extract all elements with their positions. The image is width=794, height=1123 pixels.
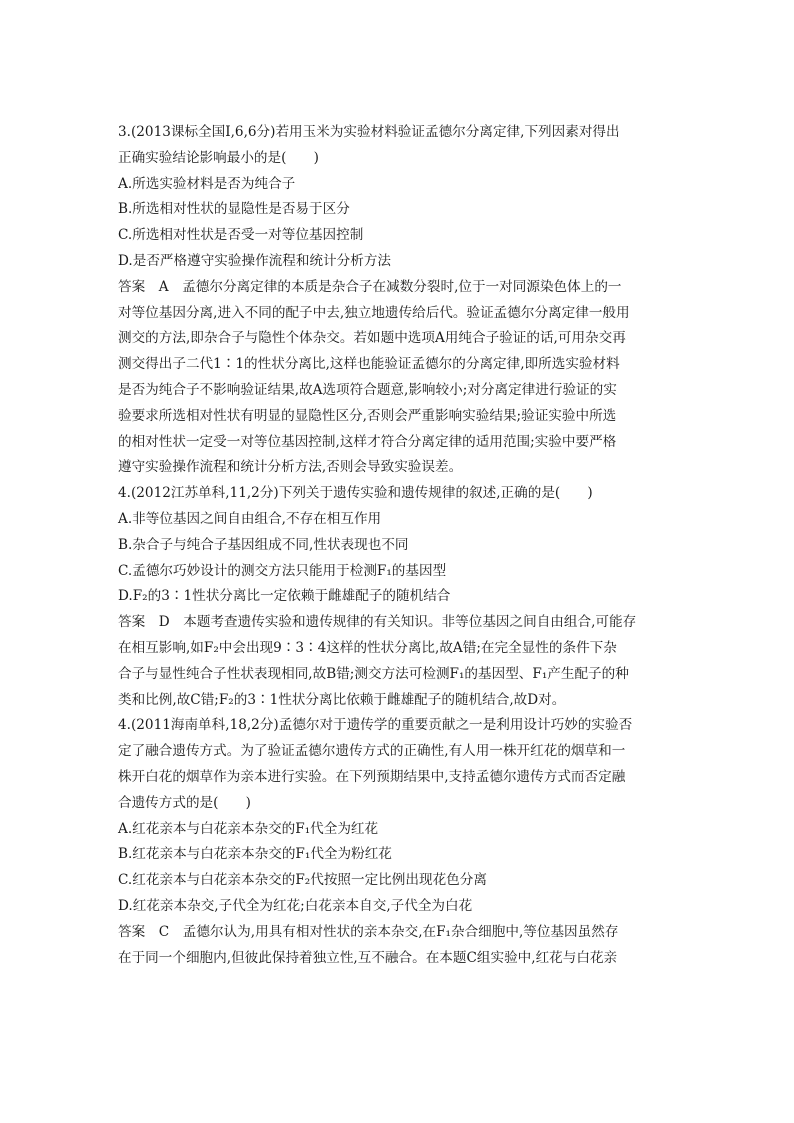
q4a-answer-line-3: 合子与显性纯合子性状表现相同,故B错;测交方法可检测F₁的基因型、F₁产生配子的种 [118,665,629,682]
q3-option-b: B.所选相对性状的显隐性是否易于区分 [118,201,350,218]
q4a-answer-line-2: 在相互影响,如F₂中会出现9∶3∶4这样的性状分离比,故A错;在完全显性的条件下杂 [118,639,617,656]
q3-answer-line-5: 是否为纯合子不影响验证结果,故A选项符合题意,影响较小;对分离定律进行验证的实 [118,381,617,398]
q3-answer-line-3: 测交的方法,即杂合子与隐性个体杂交。若如题中选项A用纯合子验证的话,可用杂交再 [118,330,626,347]
q4b-answer-line-1: 答案 C 孟德尔认为,用具有相对性状的亲本杂交,在F₁杂合细胞中,等位基因虽然存 [118,923,619,940]
q4b-stem-line-1: 4.(2011海南单科,18,2分)孟德尔对于遗传学的重要贡献之一是利用设计巧妙的实验否 [118,717,633,734]
q3-option-d: D.是否严格遵守实验操作流程和统计分析方法 [118,252,392,269]
q4a-option-b: B.杂合子与纯合子基因组成不同,性状表现也不同 [118,536,409,553]
q3-stem-line-2: 正确实验结论影响最小的是( ) [118,149,319,166]
q4b-option-c: C.红花亲本与白花亲本杂交的F₂代按照一定比例出现花色分离 [118,872,487,889]
q4b-stem-line-2: 定了融合遗传方式。为了验证孟德尔遗传方式的正确性,有人用一株开红花的烟草和一 [118,743,626,760]
q4a-option-c: C.孟德尔巧妙设计的测交方法只能用于检测F₁的基因型 [118,562,447,579]
q4b-option-b: B.红花亲本与白花亲本杂交的F₁代全为粉红花 [118,846,392,863]
q3-answer-line-1: 答案 A 孟德尔分离定律的本质是杂合子在减数分裂时,位于一对同源染色体上的一 [118,278,622,295]
q4a-option-a: A.非等位基因之间自由组合,不存在相互作用 [118,510,382,527]
q3-answer-line-6: 验要求所选相对性状有明显的显隐性区分,否则会严重影响实验结果;验证实验中所选 [118,407,617,424]
q3-stem-line-1: 3.(2013课标全国Ⅰ,6,6分)若用玉米为实验材料验证孟德尔分离定律,下列因素对得出 [118,124,620,140]
q3-option-c: C.所选相对性状是否受一对等位基因控制 [118,227,364,244]
q4b-stem-line-3: 株开白花的烟草作为亲本进行实验。在下列预期结果中,支持孟德尔遗传方式而否定融 [118,768,626,785]
q4a-answer-line-4: 类和比例,故C错;F₂的3∶1性状分离比依赖于雌雄配子的随机结合,故D对。 [118,691,566,708]
q3-answer-line-2: 对等位基因分离,进入不同的配子中去,独立地遗传给后代。验证孟德尔分离定律一般用 [118,304,630,321]
q3-answer-line-4: 测交得出子二代1∶1的性状分离比,这样也能验证孟德尔的分离定律,即所选实验材料 [118,356,620,373]
q4b-option-a: A.红花亲本与白花亲本杂交的F₁代全为红花 [118,820,379,837]
document-body [118,120,678,971]
q4a-answer-line-1: 答案 D 本题考查遗传实验和遗传规律的有关知识。非等位基因之间自由组合,可能存 [118,614,637,631]
q4b-option-d: D.红花亲本杂交,子代全为红花;白花亲本自交,子代全为白花 [118,897,473,914]
q4b-answer-line-2: 在于同一个细胞内,但彼此保持着独立性,互不融合。在本题C组实验中,红花与白花亲 [118,949,618,966]
q4b-stem-line-4: 合遗传方式的是( ) [118,794,251,811]
q3-answer-line-8: 遵守实验操作流程和统计分析方法,否则会导致实验误差。 [118,459,463,476]
q3-answer-line-7: 的相对性状一定受一对等位基因控制,这样才符合分离定律的适用范围;实验中要严格 [118,433,617,450]
q4a-option-d: D.F₂的3∶1性状分离比一定依赖于雌雄配子的随机结合 [118,588,451,605]
q4a-stem-line-1: 4.(2012江苏单科,11,2分)下列关于遗传实验和遗传规律的叙述,正确的是( ) [118,485,593,502]
q3-option-a: A.所选实验材料是否为纯合子 [118,175,296,192]
